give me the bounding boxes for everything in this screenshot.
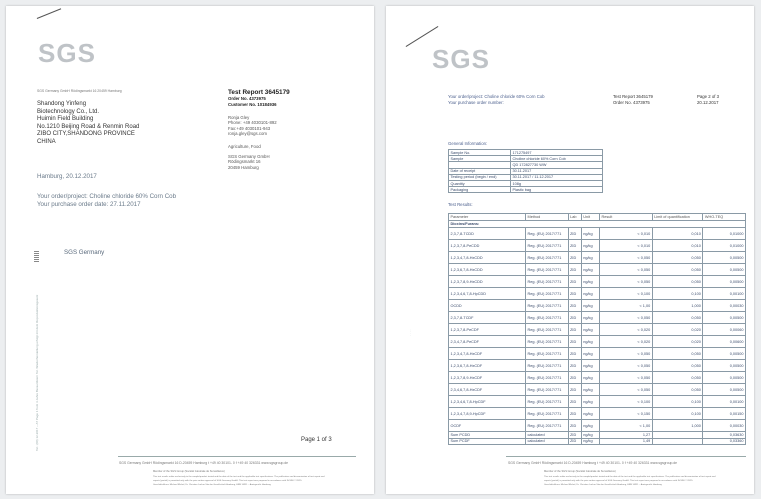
results-cell: 0,00100 [703,288,746,300]
results-cell: ng/kg [581,408,599,420]
results-cell: ZID [568,312,581,324]
results-total-cell: 0,03630 [703,432,746,439]
results-cell: 0,050 [652,384,703,396]
info-value: 171275497 [511,150,603,156]
results-row [449,360,746,372]
results-cell: 1,2,3,4,7,8-HxCDF [449,348,526,360]
results-cell: ng/kg [581,372,599,384]
results-column-header: Unit [581,214,599,221]
info-label: Date of receipt [449,168,511,174]
results-cell: < 0,020 [600,324,653,336]
results-cell: 0,00500 [703,384,746,396]
results-cell: ZID [568,252,581,264]
results-cell: 1,2,3,7,8,9-HxCDD [449,276,526,288]
footer-fine-print: Geschäftsführer: Michael Michel, Dr. Christian Lacher Sitz der Gesellschaft Hamburg, HRB 16911 – Amtsgericht Hamburg [544,484,662,486]
results-cell: ZID [568,348,581,360]
results-cell: 2,3,4,6,7,8-HxCDF [449,384,526,396]
results-total-cell: ng/kg [581,438,599,445]
results-cell: 0,100 [652,408,703,420]
results-cell: ZID [568,324,581,336]
results-row [449,300,746,312]
footer-member: Member of the SGS Group (Société Générale de Surveillance) [544,470,616,473]
results-cell: 2,3,7,8-TCDF [449,312,526,324]
results-cell: Reg. (EU) 2017/771 [526,240,569,252]
info-value: QD 172827730 WW [511,162,603,168]
lab-address-line: Rödingsmarkt 16 [228,159,261,165]
results-cell: < 0,050 [600,348,653,360]
results-cell: 0,100 [652,288,703,300]
results-cell: ZID [568,336,581,348]
info-value: 108g [511,180,603,186]
report-page-1 [6,6,374,494]
sgs-logo: SGS [38,38,96,68]
barcode-marks [34,251,39,263]
results-total-cell: ZID [568,432,581,439]
department: Agriculture, Food [228,144,261,149]
results-cell: 1,000 [652,420,703,432]
results-cell: < 0,150 [600,408,653,420]
results-cell: Reg. (EU) 2017/771 [526,420,569,432]
results-row [449,324,746,336]
results-cell: Reg. (EU) 2017/771 [526,276,569,288]
results-cell: Reg. (EU) 2017/771 [526,384,569,396]
address-line: CHINA [37,138,56,145]
address-line: Biotechnology Co., Ltd. [37,108,100,115]
general-information-title: General Information: [448,141,488,146]
contact-line: Fax:+49 4030101-943 [228,125,271,131]
results-total-cell: Sum PCDF [449,438,526,445]
results-cell: Reg. (EU) 2017/771 [526,360,569,372]
results-cell: ng/kg [581,384,599,396]
results-cell: 1,2,3,4,7,8-HxCDD [449,252,526,264]
footer-fine-print: Geschäftsführer: Michael Michel, Dr. Christian Lacher Sitz der Gesellschaft Hamburg, HRB 16911 – Amtsgericht Hamburg [153,484,271,486]
results-cell: 0,00600 [703,336,746,348]
results-cell: 0,050 [652,348,703,360]
results-cell: Reg. (EU) 2017/771 [526,348,569,360]
results-cell: Reg. (EU) 2017/771 [526,300,569,312]
results-cell: 0,00500 [703,348,746,360]
test-results-table [448,213,746,445]
footer-fine-print: This test results relate exclusively to the sample/product tested and the date of the test and the applicable test specifications. The publication and dissemination of test report and [544,476,716,478]
results-total-cell: 1,27 [600,432,653,439]
results-cell: 1,2,3,7,8,9-HxCDF [449,372,526,384]
results-row [449,312,746,324]
results-cell: ZID [568,276,581,288]
footer-divider [118,456,356,457]
results-total-row [449,438,746,445]
results-cell: 0,00500 [703,264,746,276]
date-line: Hamburg, 20.12.2017 [37,173,97,180]
results-cell: ZID [568,240,581,252]
results-cell: 1,000 [652,300,703,312]
results-cell: ZID [568,396,581,408]
results-row [449,276,746,288]
customer-no: Customer No. 10184936 [228,102,277,107]
results-cell: 0,00100 [703,396,746,408]
purchase-order-date: Your purchase order date: 27.11.2017 [37,201,141,208]
results-cell: 0,00030 [703,300,746,312]
results-group-label: Dioxins/Furans: [449,221,746,228]
results-cell: 1,2,3,7,8-PeCDF [449,324,526,336]
results-cell: OCDF [449,420,526,432]
results-row [449,240,746,252]
results-cell: ng/kg [581,336,599,348]
results-cell: ZID [568,360,581,372]
results-cell: ng/kg [581,312,599,324]
results-cell: 0,010 [652,240,703,252]
results-cell: 0,00150 [703,408,746,420]
results-row [449,372,746,384]
results-total-cell: ng/kg [581,432,599,439]
footer-fine-print: reports (partial) is permitted only with the prior written approval of SGS Germany GmbH. This test report was prepared in accordance with ISO/IEC 17025. [544,480,694,482]
order-project: Your order/project: Choline chloride 60% Corn Cob [37,193,177,200]
results-cell: 1,2,3,4,7,8,9-HpCDF [449,408,526,420]
contact-line: Phone: +49 4030101-892 [228,120,277,126]
address-line: No.1210 Beijing Road & Renmin Road [37,123,140,130]
test-results-title: Test Results: [448,202,473,207]
page-number: Page 2 of 3 [697,94,719,99]
info-label: Testing period (begin / end) [449,174,511,180]
results-cell: Reg. (EU) 2017/771 [526,336,569,348]
info-label: Sample [449,156,511,162]
results-cell: ng/kg [581,264,599,276]
results-cell: 0,00500 [703,372,746,384]
report-date: 20.12.2017 [697,100,719,105]
results-cell: 1,2,3,6,7,8-HxCDF [449,360,526,372]
results-total-cell: Sum PCDD [449,432,526,439]
lab-address-line: SGS Germany GmbH [228,154,270,159]
results-cell: 0,050 [652,264,703,276]
address-line: ZIBO CITY,SHANDONG PROVINCE [37,131,135,138]
info-value: Choline chloride 60% Corn Cob [511,156,603,162]
results-cell: 0,00030 [703,420,746,432]
results-row [449,264,746,276]
results-cell: 1,2,3,4,6,7,8-HpCDD [449,288,526,300]
footer-fine-print: This test results relate exclusively to the sample/product tested and the date of the test and the applicable test specifications. The publication and dissemination of test report and [153,476,325,478]
results-cell: 0,050 [652,312,703,324]
footer-member: Member of the SGS Group (Société Générale de Surveillance) [153,470,225,473]
results-cell: 0,050 [652,276,703,288]
results-total-cell [652,438,703,445]
results-column-header: Parameter [449,214,526,221]
results-cell: Reg. (EU) 2017/771 [526,228,569,240]
sgs-logo: SGS [432,44,490,74]
results-cell: 0,00060 [703,324,746,336]
results-cell: ng/kg [581,324,599,336]
results-column-header: WHO-TEQ [703,214,746,221]
order-project: Your order/project: Choline chloride 60% Corn Cob [448,94,545,99]
results-cell: 0,010 [652,228,703,240]
results-cell: ZID [568,288,581,300]
results-cell: Reg. (EU) 2017/771 [526,264,569,276]
address-line: Huimin Field Building [37,116,94,123]
purchase-order-number: Your purchase order number: [448,100,504,105]
results-cell: < 0,050 [600,252,653,264]
info-label: Quantity [449,180,511,186]
results-cell: < 0,050 [600,384,653,396]
results-cell: 0,00500 [703,252,746,264]
info-value: 30.11.2017 / 11.12.2017 [511,174,603,180]
results-cell: 0,00500 [703,276,746,288]
results-cell: 2,3,7,8-TCDD [449,228,526,240]
results-cell: Reg. (EU) 2017/771 [526,252,569,264]
contact-line: Ronja Gley [228,115,250,120]
contact-line: ronja.gley@sgs.com [228,131,267,137]
results-cell: ZID [568,228,581,240]
info-label: Sample No. [449,150,511,156]
results-column-header: Method [526,214,569,221]
results-cell: ZID [568,408,581,420]
lab-address [228,154,270,170]
results-cell: ng/kg [581,240,599,252]
results-cell: ZID [568,384,581,396]
results-row [449,252,746,264]
results-cell: 0,00500 [703,312,746,324]
results-cell: Reg. (EU) 2017/771 [526,324,569,336]
results-cell: ZID [568,420,581,432]
results-cell: ng/kg [581,396,599,408]
results-cell: Reg. (EU) 2017/771 [526,408,569,420]
pen-mark [37,8,62,19]
results-cell: ng/kg [581,420,599,432]
results-cell: 0,100 [652,396,703,408]
results-cell: ZID [568,372,581,384]
results-row [449,408,746,420]
results-cell: ng/kg [581,360,599,372]
general-information-table [448,149,603,193]
results-column-header: Result [600,214,653,221]
results-row [449,288,746,300]
results-total-cell: 1,49 [600,438,653,445]
lab-address-line: 20459 Hamburg [228,164,259,170]
results-cell: 0,050 [652,372,703,384]
order-number: Order No. 4373975 [613,100,650,105]
results-cell: < 0,100 [600,288,653,300]
results-cell: 2,3,4,7,8-PeCDF [449,336,526,348]
info-value: 30.11.2017 [511,168,603,174]
results-cell: 1,2,3,7,8-PeCDD [449,240,526,252]
results-cell: Reg. (EU) 2017/771 [526,396,569,408]
results-total-cell: ZID [568,438,581,445]
results-cell: < 0,050 [600,360,653,372]
results-total-cell: 0,03360 [703,438,746,445]
results-cell: < 0,020 [600,336,653,348]
contact-block [228,115,277,137]
results-cell: < 0,050 [600,264,653,276]
results-group-row [449,221,746,228]
results-cell: 0,050 [652,360,703,372]
results-row [449,420,746,432]
results-cell: ng/kg [581,288,599,300]
footer-fine-print: reports (partial) is permitted only with the prior written approval of SGS Germany GmbH. This test report was prepared in accordance with ISO/IEC 17025. [153,480,303,482]
results-total-cell: calculated [526,432,569,439]
results-cell: < 0,010 [600,240,653,252]
results-cell: < 0,050 [600,276,653,288]
results-cell: OCDD [449,300,526,312]
report-page-2 [386,6,754,494]
sender-line: SGS Germany GmbH Rödingsmarkt 16 20459 Hamburg [37,89,122,93]
order-no: Order No. 4373975 [228,96,266,101]
results-row [449,348,746,360]
info-label: Packaging [449,187,511,193]
results-row [449,384,746,396]
results-cell: < 1,00 [600,300,653,312]
results-column-header: Lab [568,214,581,221]
results-cell: 0,050 [652,252,703,264]
results-cell: Reg. (EU) 2017/771 [526,312,569,324]
results-row [449,396,746,408]
results-cell: 0,01000 [703,240,746,252]
margin-note: · · · · [408,329,412,336]
results-cell: 1,2,3,4,6,7,8-HpCDF [449,396,526,408]
results-cell: ZID [568,300,581,312]
footer-address: SGS Germany GmbH Rödingsmarkt 16 D-20459 Hamburg t +49 40 30101- 0 f +49 40 326331 www.sgsgroup.de [119,461,289,465]
results-cell: < 0,050 [600,312,653,324]
results-cell: 1,2,3,6,7,8-HxCDD [449,264,526,276]
page-number: Page 1 of 3 [301,437,332,443]
results-cell: ZID [568,264,581,276]
results-cell: Reg. (EU) 2017/771 [526,372,569,384]
results-cell: ng/kg [581,252,599,264]
results-cell: 0,01000 [703,228,746,240]
results-header-row [449,214,746,221]
results-cell: < 1,00 [600,420,653,432]
results-cell: ng/kg [581,348,599,360]
recipient-address [37,101,139,147]
signature-company: SGS Germany [64,249,105,256]
report-title: Test Report 3645179 [228,89,290,96]
results-cell: < 0,100 [600,396,653,408]
results-cell: 0,020 [652,336,703,348]
results-cell: < 0,010 [600,228,653,240]
results-row [449,336,746,348]
results-cell: ng/kg [581,228,599,240]
results-cell: ng/kg [581,300,599,312]
results-cell: < 0,050 [600,372,653,384]
address-line: Shandong Yinfeng [37,101,87,107]
info-value: Plastic bag [511,187,603,193]
report-number: Test Report 3645179 [613,94,653,99]
footer-address: SGS Germany GmbH Rödingsmarkt 16 D-20459 Hamburg t +49 40 30101- 0 f +49 40 326331 www.sgsgroup.de [508,461,678,465]
results-cell: 0,020 [652,324,703,336]
results-column-header: Limit of quantification [652,214,703,221]
results-total-cell: calculated [526,438,569,445]
margin-note: Tel.: (00) 12.2017 – AT Page 1 from 3 Jahre Beraunfeiern Tel. Wiederherstellung erfolgt mit dem Reproduktionsgesetz [35,294,39,451]
results-cell: 0,00500 [703,360,746,372]
results-cell: ng/kg [581,276,599,288]
results-cell: Reg. (EU) 2017/771 [526,288,569,300]
results-row [449,228,746,240]
footer-divider [506,456,746,457]
info-row [449,187,603,193]
